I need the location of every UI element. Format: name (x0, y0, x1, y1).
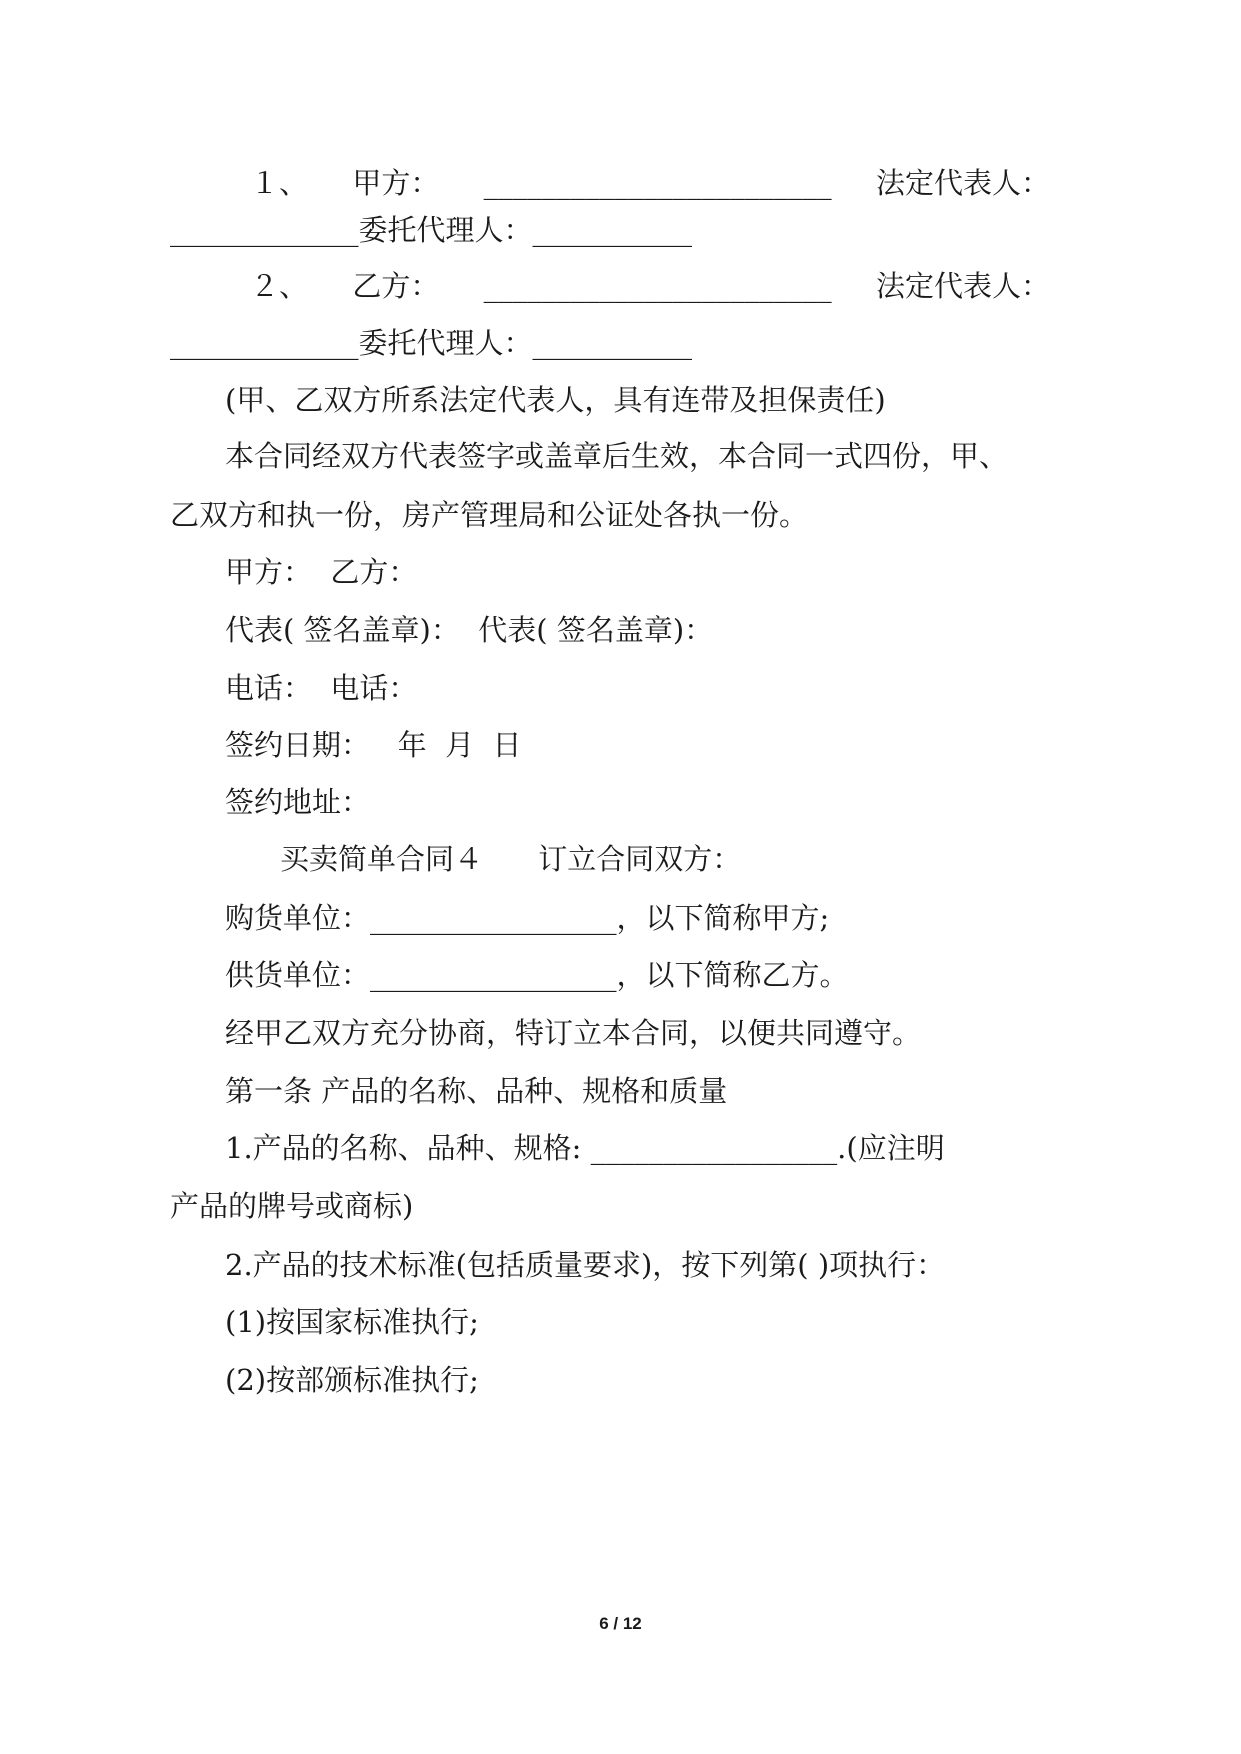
technical-standard-line: 2.产品的技术标准(包括质量要求)，按下列第( )项执行： (225, 1248, 946, 1282)
validity-clause-line-1: 本合同经双方代表签字或盖章后生效，本合同一式四份，甲、 (225, 439, 1009, 473)
product-name-line-1: 1.产品的名称、品种、规格: _________________.(应注明 (225, 1131, 945, 1165)
ministry-standard-option: (2)按部颁标准执行; (225, 1363, 479, 1397)
party-b-agent-line: _____________委托代理人：___________ (170, 326, 693, 360)
party-a-blank: ________________________ (483, 166, 832, 200)
joint-liability-note: (甲、乙双方所系法定代表人，具有连带及担保责任) (225, 383, 886, 417)
party-a-agent-line: _____________委托代理人：___________ (170, 213, 693, 247)
party-b-number: ２、 (250, 269, 309, 303)
buyer-line: 购货单位：_________________，以下简称甲方; (225, 901, 830, 935)
validity-clause-line-2: 乙双方和执一份，房产管理局和公证处各执一份。 (170, 498, 809, 532)
party-a-line (250, 163, 1050, 203)
signature-phones: 电话： 电话： (225, 671, 418, 705)
agreement-statement: 经甲乙双方充分协商，特订立本合同，以便共同遵守。 (225, 1016, 922, 1050)
page-number: 6 / 12 (599, 1614, 642, 1633)
party-b-rep-label: 法定代表人： (875, 269, 1050, 303)
signature-parties: 甲方： 乙方： (225, 555, 418, 589)
signature-representatives: 代表( 签名盖章)： 代表( 签名盖章)： (225, 613, 714, 647)
party-a-label: 甲方： (352, 166, 440, 200)
party-b-blank: ________________________ (483, 269, 832, 303)
national-standard-option: (1)按国家标准执行; (225, 1305, 479, 1339)
party-b-line (250, 266, 1050, 306)
party-a-rep-label: 法定代表人： (875, 166, 1050, 200)
party-b-label: 乙方： (352, 269, 440, 303)
contract-4-heading: 买卖简单合同４ 订立合同双方： (280, 842, 742, 876)
article-1-title: 第一条 产品的名称、品种、规格和质量 (225, 1074, 728, 1108)
product-name-line-2: 产品的牌号或商标) (170, 1189, 414, 1223)
party-a-number: １、 (250, 166, 309, 200)
signing-date: 签约日期： 年 月 日 (225, 728, 522, 762)
supplier-line: 供货单位：_________________，以下简称乙方。 (225, 958, 849, 992)
signing-address: 签约地址： (225, 785, 371, 819)
